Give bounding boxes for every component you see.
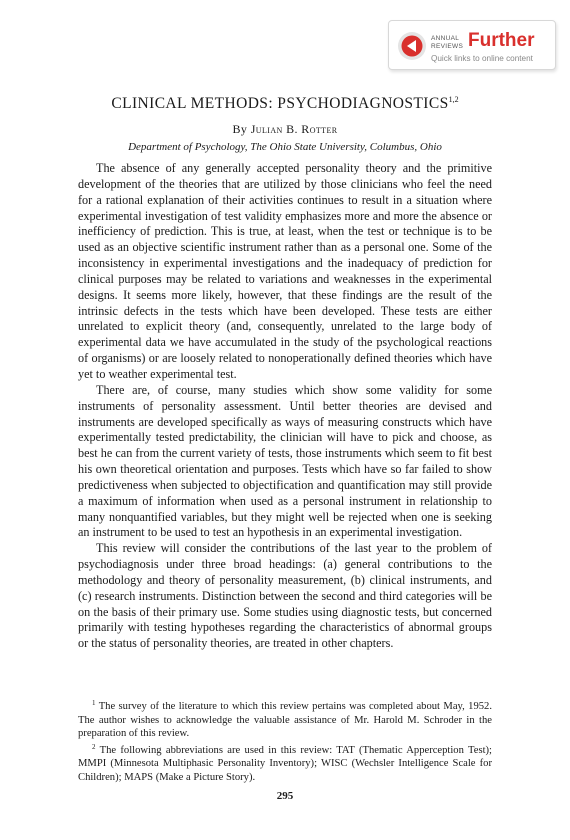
article-title-text: CLINICAL METHODS: PSYCHODIAGNOSTICS xyxy=(111,95,449,112)
byline xyxy=(0,122,570,137)
annual-reviews-label: ANNUAL REVIEWS xyxy=(431,35,464,50)
footnote-text: The survey of the literature to which this review pertains was completed about May, 1952. The author wishes to acknowledge the valuable assistance of Mr. Harold M. Schroder in the preparation of this review. xyxy=(78,701,492,740)
annual-reviews-logo-icon xyxy=(397,31,427,61)
footnote-text: The following abbreviations are used in this review: TAT (Thematic Apperception Test); MMPI (Minnesota Multiphasic Personality Inventory); WISC (Wechsler Intelligence Scale for Children); MAPS (Make a Picture Story). xyxy=(78,744,492,783)
footnotes xyxy=(78,697,492,785)
byline-prefix: By xyxy=(232,122,251,136)
further-subtitle: Quick links to online content xyxy=(431,54,533,63)
article-title xyxy=(0,95,570,113)
footnote xyxy=(78,697,492,741)
footnote-mark: 1 xyxy=(92,699,96,707)
affiliation: Department of Psychology, The Ohio State University, Columbus, Ohio xyxy=(128,141,442,153)
further-label: Further xyxy=(468,30,535,51)
further-badge[interactable] xyxy=(388,20,556,70)
footnote-mark: 2 xyxy=(92,742,96,751)
page-number: 295 xyxy=(276,790,294,802)
author-name: Julian B. Rotter xyxy=(250,122,338,136)
title-footnote-marks: 1,2 xyxy=(448,95,459,104)
body-paragraph: There are, of course, many studies which show some validity for some instruments of personality assessment. Until better theories are devised and instruments are developed specifically as ways of measuring constructs which have experimentally tested predictability, the clinician will have to pick and choose, as best he can from the current variety of tests, those instruments which seem to fit best his own theoretical orientation and purposes. Tests which have so far failed to show predictiveness when subjected to objectification and quantification may still provide a maximum of information when used as a personal instrument in relationship to many nonquantified variables, but they might well be rejected when one is seeking an instrument to be used to test an hypothesis in an experimental investigation. xyxy=(78,382,492,540)
body-paragraph: This review will consider the contributions of the last year to the problem of psychodiagnosis under three broad headings: (a) general contributions to the methodology and theory of personality measurement, (b) clinical instruments, and (c) research instruments. Distinction between the second and third categories will be on the basis of their primary use. Some studies using diagnostic tests, but concerned primarily with testing hypotheses regarding the characteristics of abnormal groups or the status of personality theories, are treated in other chapters. xyxy=(78,541,492,651)
footnote xyxy=(78,741,492,785)
article-body xyxy=(78,161,492,652)
body-paragraph: The absence of any generally accepted personality theory and the primitive development of the theories that are utilized by those clinicians who feel the need for a rational explanation of their activities continues to result in a situation where experimental investigation of test validity emphasizes more and more the absence or inefficiency of prediction. This is true, at least, when the test or technique is to be used as an objective scientific instrument rather than as a personal one. Some of the inconsistency in experimental investigations and the inadequacy of prediction for clinical purposes may be related to variations and weaknesses in the experimental designs. It seems more likely, however, that these findings are the result of the intrinsic defects in the tests which have been developed. These tests are either unrelated to explicit theory (and, consequently, unrelated to the large body of experimental data we have accumulated in the study of the psychological reactions of organisms) or are loosely related to nonoperationally defined theories which have yet to weather experimental test. xyxy=(78,161,492,381)
